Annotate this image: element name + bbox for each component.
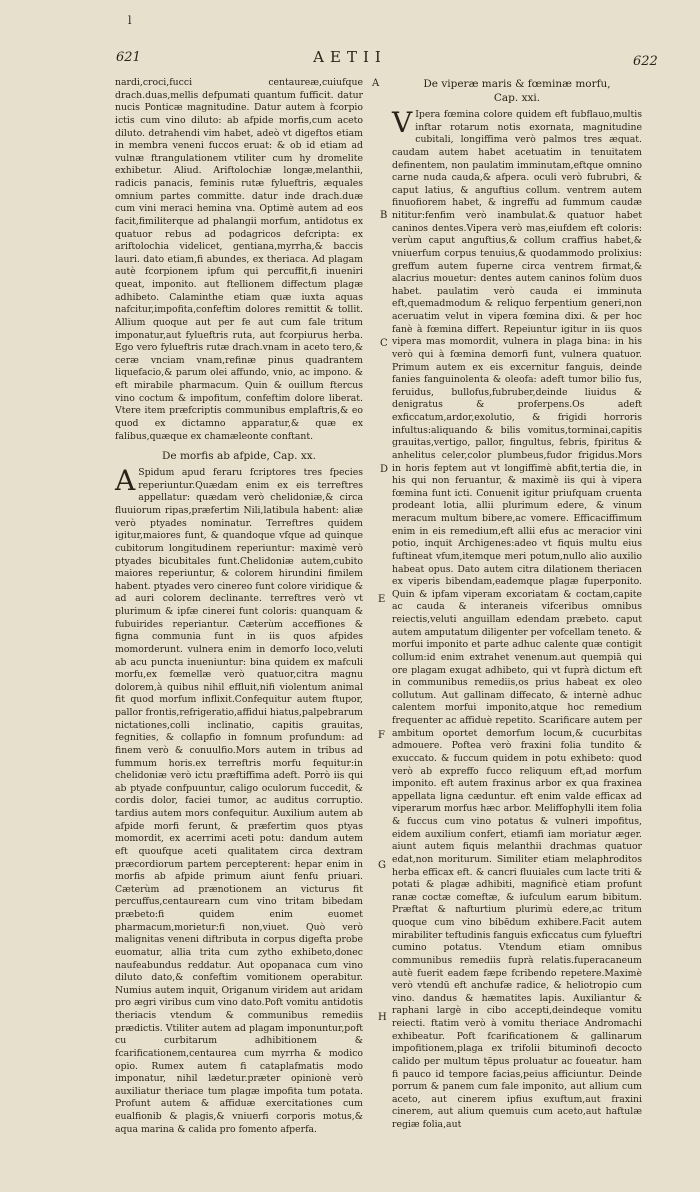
page-number-right: 622 [633,54,658,69]
page-number-left: 621 [116,50,141,65]
chapter-heading-aspides: De morfis ab afpide, Cap. xx. [161,450,317,463]
left-paragraph-2 [115,464,363,1136]
running-title: AETII [313,48,387,66]
margin-letter-f: F [378,730,385,741]
left-paragraph-1: nardi,croci,fucci centaureæ,cuiufque drach.duas,mellis defpumati quantum fufficit. datur nucis Ponticæ magnitudine. Datur autem à fcorpio ictis cum vino diluto: ab afpide morfis,cum aceto diluto. detrahendi vim habet, adeò vt digeftos etiam in membra veneni fuccos eruat: & ob id etiam ad vulnæ ftrangulationem vtiliter cum hy dromelite exhibetur. Aliud. Ariftolochiæ longæ,melanthii, radicis panacis, feminis rutæ fylueftris, æquales omnium partes committe. datur inde drach.duæ cum vini meraci hemina vna. Optimè autem ad eos facit,fimiliterque ad phalangii morfum, antidotus ex quatuor rebus ad podagricos defcripta: ex ariftolochia videlicet, gentiana,myrrha,& baccis lauri. dato etiam,fi abundes, ex theriaca. Ad plagam autè fcorpionem ipfum qui percuffit,fi inueniri queat, imponito. aut ftellionem diffectum plagæ adhibeto. Calaminthe etiam quæ iuxta aquas nafcitur,impofita,confeftim dolores remittit & tollit. Allium quoque aut per fe aut cum fale tritum imponatur,aut fylueftris ruta, aut fcorpiurus herba. Ego vero fylueftris rutæ drach.vnam in aceto tero,& ceræ vnciam vnam,refinæ pinus quadrantem liquefacio,& parum olei affundo, vnio, ac impono. & eft mirabile pharmacum. Quin & ouillum ftercus vino coctum & impofitum, confeftim dolore liberat. Vtere item præfcriptis communibus emplaftris,& eo quod ex dictamno apparatur,& quæ ex falibus,quæque ex chamæleonte conftant. [115,77,363,442]
right-column [392,77,642,1132]
left-column [115,77,363,1136]
margin-letter-d: D [380,464,389,475]
chapter-heading-viper [392,77,642,105]
margin-letter-g: G [378,860,386,871]
right-paragraph-1 [392,106,642,1132]
margin-letter-a: A [372,78,380,89]
drop-cap-v: V [392,106,413,139]
margin-letter-e: E [378,594,386,605]
margin-letter-h: H [378,1012,387,1023]
left-paragraph-2-text: Spidum apud feraru fcriptores tres fpecies reperiuntur.Quædam enim ex eis terreftres appellatur: quædam verò chelidoniæ,& circa fluuiorum ripas,præfertim Nili,latibula habent: aliæ verò ptyades nominatur. Terreftres quidem igitur,maiores funt, & quandoque vfque ad quinque cubitorum longitudinem reperiuntur: maximè verò ptyades bicubitales funt.Chelidoniæ autem,cubito maiores reperiuntur, & colorem hirundini fimilem habent. ptyades vero cinereo funt colore viridique & ad auri colorem declinante. terreftres verò vt plurimum & ipfæ cinerei funt coloris: quanquam & fubuirides reperiantur. Cæterùm acceffiones & figna communia funt in iis quos afpides momorderunt. vulnera enim in demorfo loco,veluti ab acu puncta inueniuntur: bina quidem ex mafculi morfu,ex fœmellæ verò quatuor,citra magnu dolorem,à quibus nihil effluit,nifi violentum animal fit quod morfum inflixit.Confequitur autem ftupor, pallor frontis,refrigeratio,affidui hiatus,palpebrarum nictationes,colli inclinatio, capitis grauitas, fegnities, & collapfio in fomnum profundum: ad finem verò & conuulfio.Mors autem in tribus ad fummum horis.ex terreftris morfu fequitur:in chelidoniæ verò ictu præftiffima adeft. Porrò iis qui ab ptyade confpuuntur, caligo oculorum fuccedit, & cordis dolor, faciei tumor, ac auditus corruptio. tardius autem mors confequitur. Auxilium autem ab afpide morfi ferunt, & præfertim quos ptyas momordit, ex acerrimi aceti potu: dandum autem eft quoufque aceti qualitatem circa dextram præcordiorum partem percepterent: hepar enim in morfis ab afpide primum aiunt fenfu priuari. Cæterùm ad prænotionem an victurus fit percuffus,centaurearn cum vino tritam bibedam præbeto:fi quidem enim euomet pharmacum,morietur:fi non,viuet. Quò verò malignitas veneni diftributa in corpus digefta probe euomatur, allia trita cum zytho exhibeto,donec naufeabundus reddatur. Aut opopanaca cum vino diluto dato,& confeftim vomitionem operabitur. Numius autem inquit, Origanum viridem aut aridam pro ægri viribus cum vino dato.Poft vomitu antidotis theriacis vtendum & communibus remediis prædictis. Vtiliter autem ad plagam imponuntur,poft cu curbitarum adhibitionem & fcarificationem,centaurea cum myrrha & modico opio. Rumex autem fi cataplafmatis modo imponatur, nihil lædetur.præter opinionè verò auxiliatur theriace tum plagæ impofita tum potata. Profunt autem & affiduæ exercitationes cum eualfionib & plagis,& vniuerfi corporis motus,& aqua marina & calida pro fomento afperfa. [115,467,363,1135]
drop-cap-a: A [115,464,136,498]
right-paragraph-1-text: Ipera fœmina colore quidem eft fubflauo,multis inftar rotarum notis exornata, magnitudine cubitali, longiffima verò palmos tres æquat. caudam autem habet acetuatim in tenuitatem definentem, non paulatim imminutam,eftque omnino carne nuda cauda,& afpera. oculi verò fubrubri, & caput latius, & anguftius collum. ventrem autem finuofiorem habet, & ingreffu ad fummum caudæ nititur:fenfim verò inambulat.& quatuor habet caninos dentes.Vipera verò mas,eiufdem eft coloris: verùm caput anguftius,& collum craffius habet,& vniuerfum corpus tenuius,& quodammodo prolixius: greffum autem fuperne circa ventrem firmat,& alacrius mouetur: dentes autem caninos folùm duos habet. paulatim verò cauda ei imminuta eft,quemadmodum & reliquo ferpentium generi,non aceruatim velut in vipera fœmina dixi. & per hoc fanè à fœmina differt. Repeiuntur igitur in iis quos vipera mas momordit, vulnera in plaga bina: in his verò qui à fœmina demorfi funt, vulnera quatuor. Primum autem ex eis excernitur fanguis, deinde fanies fanguinolenta & oleofa: adeft tumor bilio fus, feruidus, bullofus,fubruber,deinde liuidus & denigratus & proferpens.Os adeft exficcatum,ardor,exolutio, & frigidi horroris infultus:aliquando & bilis vomitus,torminai,capitis grauitas,vertigo, pallor, fingultus, febris, fpiritus & anhelitus celer,color plumbeus,fudor frigidus.Mors in horis feptem aut vt longiffimè abfit,tertia die, in his qui non feruantur, & maximè iis qui à vipera fœmina funt icti. Conuenit igitur priufquam cruenta prodeant lotia, allii plurimum edere, & vinum meracum multum bibere,ac vomere. Efficaciffimum enim in eis remedium,eft allii efus ac meracior vini potio, inquit Archigenes:adeo vt fiquis multu eius fuftineat vfum,itemque meri potum,nullo alio auxilio habeat opus. Dato autem citra dilationem theriacen ex viperis bibendam,eademque plagæ fuperponito. Quin & ipfam viperam excoriatam & coctam,capite ac cauda & interaneis vifceribus omnibus reiectis,veluti anguillam edendam præbeto. caput autem amputatum diligenter per vofcellam teneto. & morfui imponito et parte adhuc calente quæ contigit collum:id enim extrahet venenum.aut quempiā qui ore plagam exugat adhibeto, qui vt fuprà dictum eft in communibus remediis,os prius habeat ex oleo collutum. Aut gallinam diffecato, & internè adhuc calentem morfui imponito,atque hoc remedium frequenter ac affiduè repetito. Scarificare autem per ambitum oportet demorfum locum,& cucurbitas admouere. Poftea verò fraxini folia tundito & exuccato. & fuccum quidem in potu exhibeto: quod verò ab expreffo fucco reliquum eft,ad morfum imponito. eft autem fraxinus arbor ex qua fraxinea appellata ligna cæduntur. eft enim valde efficax ad viperarum morfus hæc arbor. Meliffophylli item folia & fuccus cum vino potatus & vulneri impofitus, eidem auxilium confert, etiamfi iam moriatur æger. aiunt autem fiquis melanthii drachmas quatuor edat,non moriturum. Similiter etiam melaphroditos herba efficax eft. & cancri fluuiales cum lacte triti & potati & plagæ adhibiti, magnificè etiam profunt ranæ coctæ comeftæ, & iufculum earum bibitum. Præftat & nafturtium plurimù edere,ac tritum quoque cum vino bibēdum exhibere.Facit autem mirabiliter teftudinis fanguis exficcatus cum fylueftri cumino potatus. Vtendum etiam omnibus communibus remediis fuprà relatis.fuperacaneum autè fuerit eadem fæpe fcribendo repetere.Maximè verò vtendū eft anchufæ radice, & heliotropio cum vino. dandus & hæmatites lapis. Auxiliantur & raphani largè in cibo accepti,deindeque vomitu reiecti. ftatim verò à vomitu theriace Andromachi exhibeatur. Poft fcarificationem & gallinarum impofitionem,plaga ex trifolii bituminofi decocto calido per multum tēpus proluatur ac foueatur. ham fi pauco id tempore facias,peius afficiuntur. Deinde porrum & panem cum fale imponito, aut allium cum aceto, aut cinerem ipfius exuftum,aut fraxini cinerem, aut alium quemuis cum aceto,aut haftulæ regiæ folia,aut [392,109,642,1130]
margin-letter-b: B [380,210,388,221]
page-mark: l [128,14,132,27]
chapter-heading-viper-title: De viperæ maris & fœminæ morfu, [423,78,611,90]
margin-letter-c: C [380,338,388,349]
chapter-heading-viper-number: Cap. xxi. [493,92,541,104]
